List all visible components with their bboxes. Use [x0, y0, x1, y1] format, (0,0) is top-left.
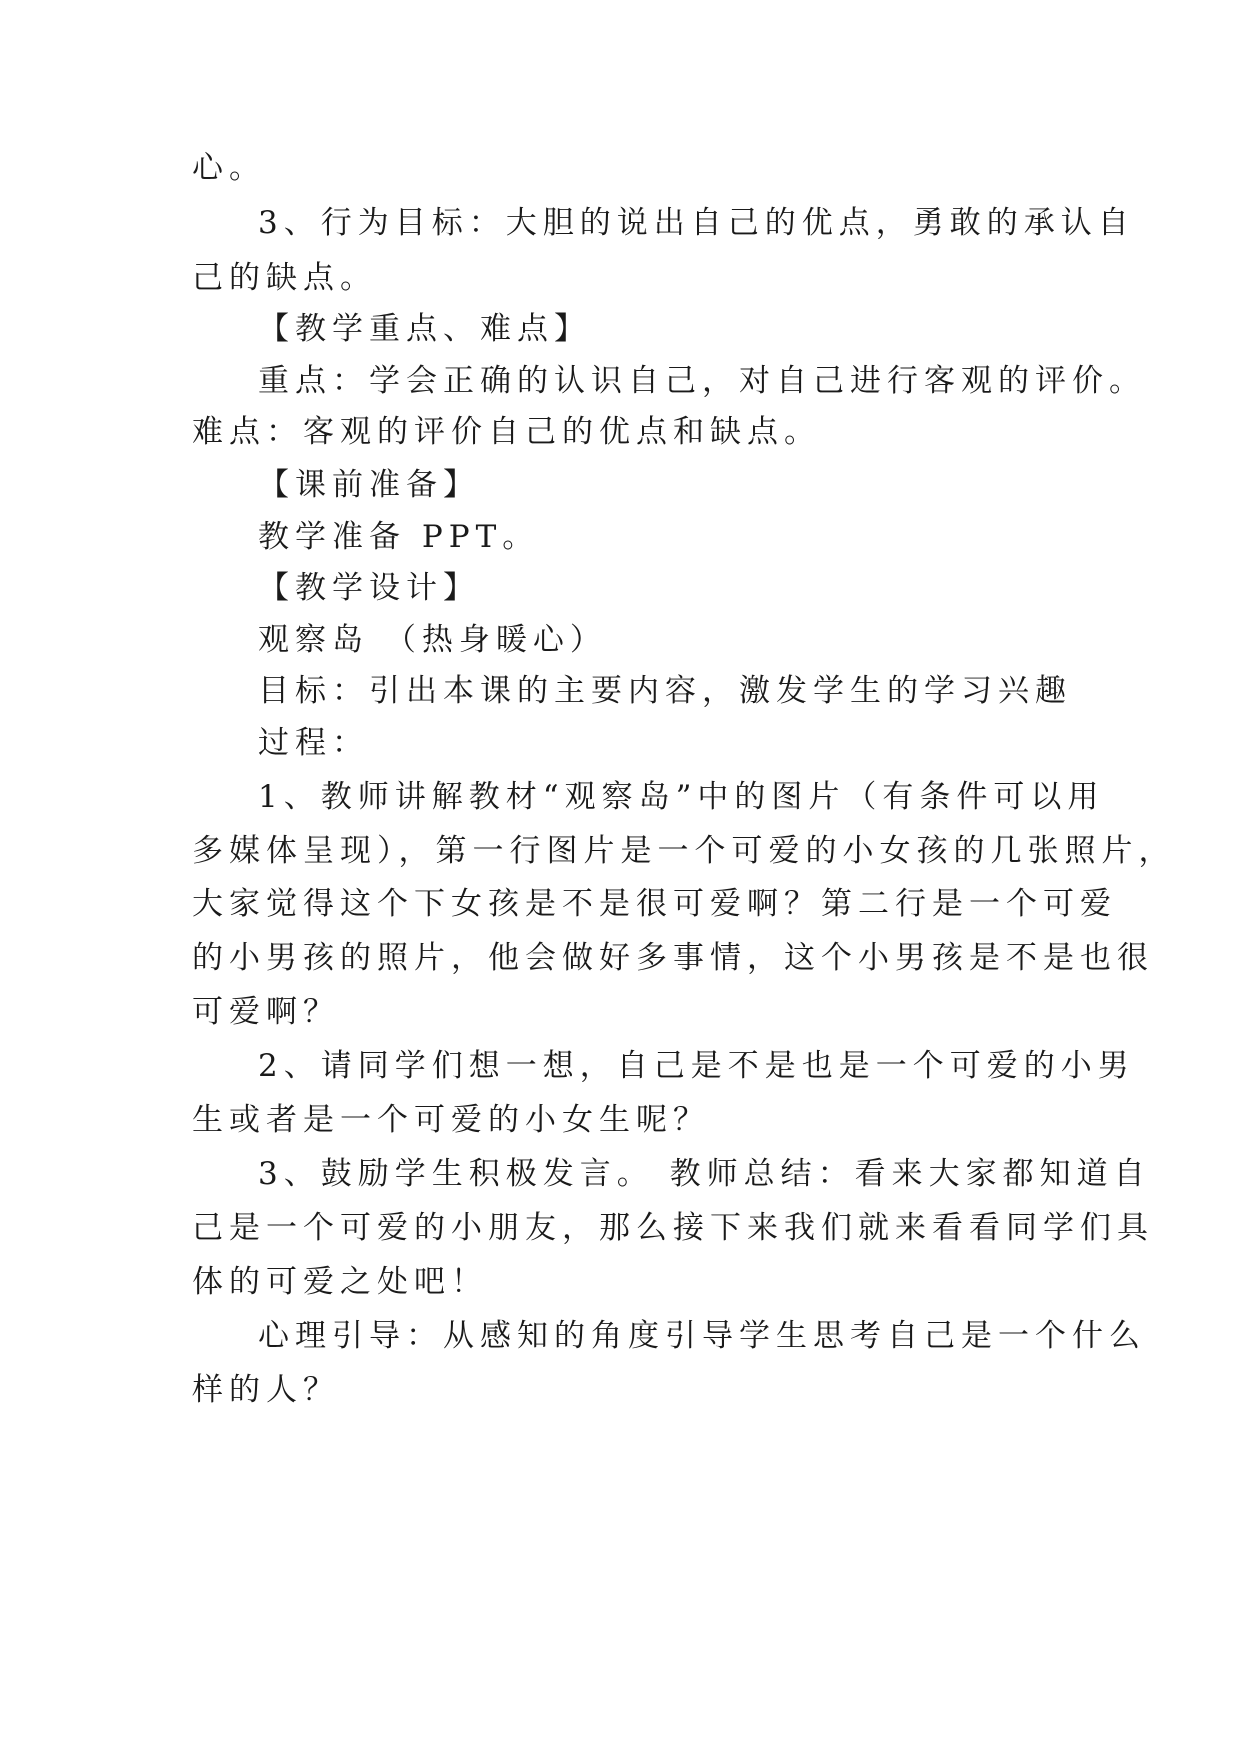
text-line-goal-3: 3、行为目标：大胆的说出自己的优点，勇敢的承认自 — [258, 205, 1135, 241]
text-line-key-point: 重点：学会正确的认识自己，对自己进行客观的评价。 — [258, 363, 1146, 399]
text-line-difficulty: 难点：客观的评价自己的优点和缺点。 — [192, 414, 821, 450]
section-heading-preparation: 【课前准备】 — [258, 467, 480, 503]
text-line-step-1-cont-d: 可爱啊？ — [192, 994, 340, 1030]
text-line-guidance-cont: 样的人？ — [192, 1372, 340, 1408]
text-line-step-1-cont-a: 多媒体呈现），第一行图片是一个可爱的小女孩的几张照片， — [192, 833, 1176, 869]
section-heading-design: 【教学设计】 — [258, 570, 480, 606]
text-line-observation: 观察岛 （热身暖心） — [258, 622, 607, 658]
section-heading-key-points: 【教学重点、难点】 — [258, 311, 591, 347]
text-line-heart-end: 心。 — [192, 150, 266, 186]
text-line-step-3-cont-b: 体的可爱之处吧！ — [192, 1264, 488, 1300]
text-line-step-2-cont: 生或者是一个可爱的小女生呢？ — [192, 1102, 710, 1138]
text-line-step-1: 1、教师讲解教材“观察岛”中的图片（有条件可以用 — [258, 779, 1105, 815]
text-line-goal-3-cont: 己的缺点。 — [192, 260, 377, 296]
text-line-step-3: 3、鼓励学生积极发言。 教师总结：看来大家都知道自 — [258, 1156, 1151, 1192]
text-line-objective: 目标：引出本课的主要内容，激发学生的学习兴趣 — [258, 673, 1072, 709]
text-line-step-2: 2、请同学们想一想，自己是不是也是一个可爱的小男 — [258, 1048, 1135, 1084]
text-line-step-1-cont-b: 大家觉得这个下女孩是不是很可爱啊？第二行是一个可爱 — [192, 886, 1117, 922]
text-line-step-3-cont-a: 己是一个可爱的小朋友，那么接下来我们就来看看同学们具 — [192, 1210, 1154, 1246]
text-line-preparation: 教学准备 PPT。 — [258, 519, 540, 555]
text-line-step-1-cont-c: 的小男孩的照片，他会做好多事情，这个小男孩是不是也很 — [192, 940, 1154, 976]
text-line-process: 过程： — [258, 725, 369, 761]
text-line-guidance: 心理引导：从感知的角度引导学生思考自己是一个什么 — [258, 1318, 1146, 1354]
